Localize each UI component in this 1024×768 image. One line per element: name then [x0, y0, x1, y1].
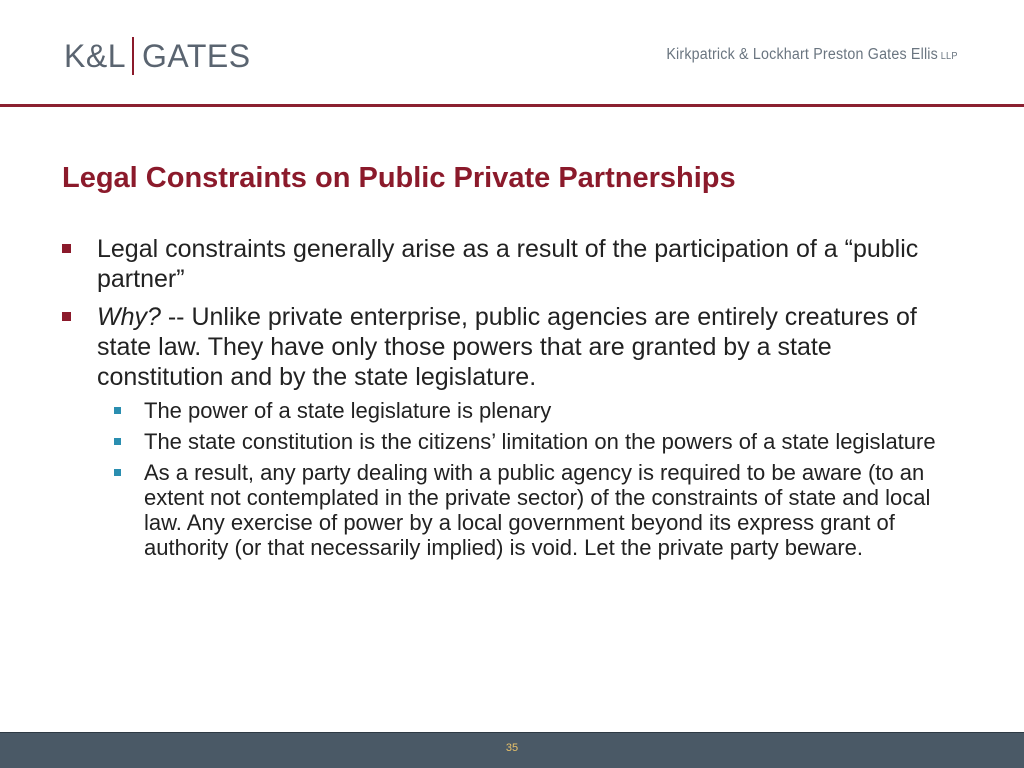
slide-title: Legal Constraints on Public Private Partnerships [62, 162, 736, 194]
square-sub-bullet-icon [114, 438, 121, 445]
firm-suffix: LLP [941, 51, 958, 62]
bullet-text: -- Unlike private enterprise, public agencies are entirely creatures of state law. They have only those powers that are granted by a state constitution and by the state legislature. [97, 303, 917, 391]
logo-right-text: GATES [141, 37, 251, 74]
footer-bar [0, 732, 1024, 768]
logo-left-text: K&L [64, 37, 126, 74]
sub-bullet-item [62, 460, 962, 560]
page-number: 35 [505, 742, 519, 754]
bullet-emphasis: Why? [97, 303, 161, 331]
square-bullet-icon [62, 244, 71, 253]
sub-bullet-list [62, 398, 962, 560]
slide-body [62, 234, 962, 566]
firm-name-text: Kirkpatrick & Lockhart Preston Gates Ellis [666, 46, 939, 63]
firm-full-name [667, 46, 958, 64]
sub-bullet-text: The power of a state legislature is plenary [144, 398, 552, 423]
square-bullet-icon [62, 312, 71, 321]
sub-bullet-item [62, 429, 962, 454]
sub-bullet-item [62, 398, 962, 423]
sub-bullet-text: As a result, any party dealing with a public agency is required to be aware (to an extent not contemplated in the private sector) of the constraints of state and local law. Any exercise of power by a local government beyond its express grant of authority (or that necessarily implied) is void. Let the private party beware. [144, 460, 931, 560]
logo-divider [132, 37, 134, 75]
sub-bullet-text: The state constitution is the citizens’ limitation on the powers of a state legislature [144, 429, 936, 454]
header-divider [0, 104, 1024, 107]
kl-gates-logo [64, 36, 251, 76]
bullet-item [62, 302, 962, 392]
bullet-item [62, 234, 962, 294]
square-sub-bullet-icon [114, 407, 121, 414]
square-sub-bullet-icon [114, 469, 121, 476]
bullet-text: Legal constraints generally arise as a result of the participation of a “public partner” [97, 235, 919, 293]
